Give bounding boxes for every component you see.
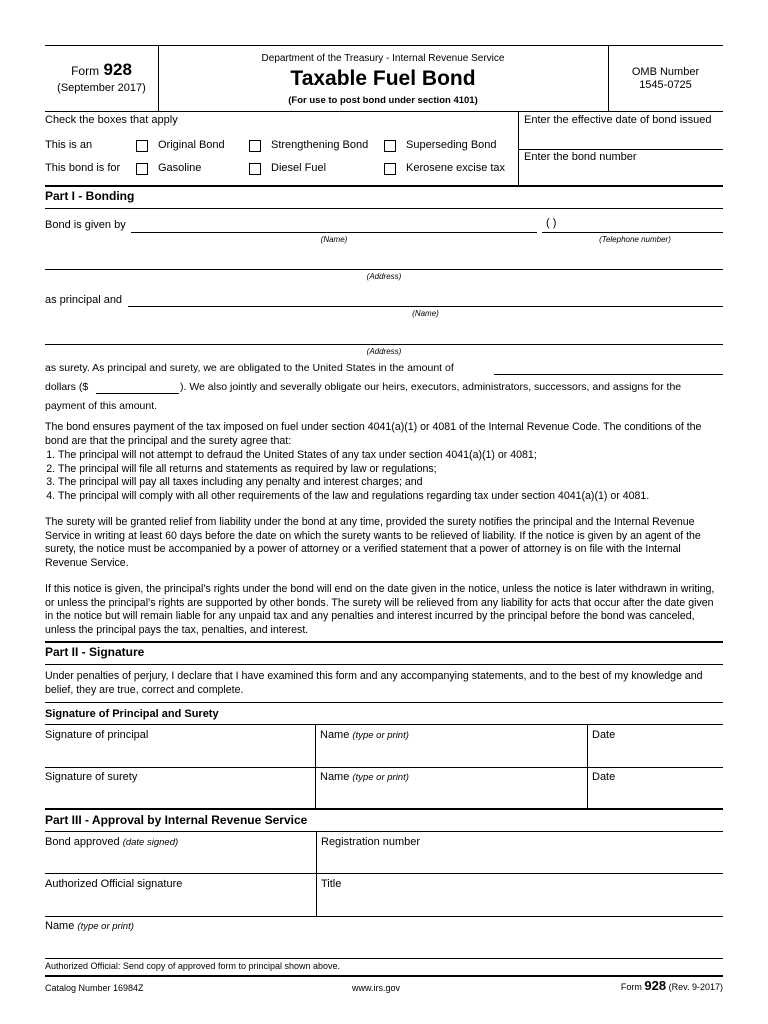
ensures-paragraph: The bond ensures payment of the tax imposed on fuel under section 4041(a)(1) or 4081 of the Internal Revenue Code. The conditions of the bond are that the principal and the surety agree that: xyxy=(45,421,702,447)
date-signed-hint: (date signed) xyxy=(122,837,179,848)
original-bond-checkbox[interactable] xyxy=(136,140,148,152)
principal-phone-line[interactable] xyxy=(542,232,723,233)
name-hint: (type or print) xyxy=(77,921,134,932)
omb-number: 1545-0725 xyxy=(639,79,692,91)
form-date: (September 2017) xyxy=(57,82,146,94)
approval-row-divider xyxy=(45,873,723,874)
condition-item: 2. The principal will file all returns and statements as required by law or regulations; xyxy=(58,463,722,477)
approval-bottom-rule xyxy=(45,916,723,917)
kerosene-checkbox[interactable] xyxy=(384,163,396,175)
diesel-fuel-checkbox[interactable] xyxy=(249,163,261,175)
payment-text: payment of this amount. xyxy=(45,400,158,412)
amount-words-line[interactable] xyxy=(494,374,723,375)
form-id xyxy=(45,60,158,80)
footer-top-rule xyxy=(45,975,723,977)
dollars-suffix: ). We also jointly and severally obligate our heirs, executors, administrators, successors, and assigns for the xyxy=(180,381,682,393)
principal-name-line[interactable] xyxy=(131,232,537,233)
address-caption: (Address) xyxy=(366,272,402,281)
name-hint: (type or print) xyxy=(352,772,409,783)
registration-number-label[interactable]: Registration number xyxy=(321,836,421,848)
name-label: Name xyxy=(45,920,75,932)
strengthening-bond-label: Strengthening Bond xyxy=(271,139,369,151)
sig-table-top-rule xyxy=(45,724,723,725)
form-subtitle: (For use to post bond under section 4101) xyxy=(288,95,478,106)
surety-name-caption: (Name) xyxy=(412,309,439,318)
surety-name-label[interactable] xyxy=(320,771,409,784)
sig-row-divider xyxy=(45,767,723,768)
dollar-amount-line[interactable] xyxy=(96,393,179,394)
condition-item: 3. The principal will pay all taxes including any penalty and interest charges; and xyxy=(58,476,722,490)
part2-heading: Part II - Signature xyxy=(45,645,145,659)
form-title: Taxable Fuel Bond xyxy=(290,67,476,90)
bond-number-label: Enter the bond number xyxy=(524,151,637,163)
phone-caption: (Telephone number) xyxy=(599,235,671,244)
signature-principal-label[interactable]: Signature of principal xyxy=(45,729,149,741)
top-rule xyxy=(45,45,723,46)
gasoline-checkbox[interactable] xyxy=(136,163,148,175)
bond-type-label: This is an xyxy=(45,139,93,151)
title-label[interactable]: Title xyxy=(321,878,342,890)
conditions-list xyxy=(44,449,722,503)
dollars-prefix: dollars ($ xyxy=(45,381,89,393)
part2-top-rule xyxy=(45,641,723,643)
diesel-fuel-label: Diesel Fuel xyxy=(271,162,327,174)
surety-address-caption: (Address) xyxy=(366,347,402,356)
original-bond-label: Original Bond xyxy=(158,139,225,151)
footer-revision: (Rev. 9-2017) xyxy=(668,982,723,992)
effective-date-label: Enter the effective date of bond issued xyxy=(524,114,712,126)
footer-form-id xyxy=(621,978,723,993)
name-caption: (Name) xyxy=(320,235,348,244)
website-link[interactable]: www.irs.gov xyxy=(352,983,401,993)
surety-date-label[interactable]: Date xyxy=(592,771,616,783)
perjury-statement: Under penalties of perjury, I declare that I have examined this form and any accompanying statements, and to the best of my knowledge and belief, they are true, correct and complete. xyxy=(45,670,703,696)
part3-top-rule xyxy=(45,808,723,810)
surety-statement: as surety. As principal and surety, we are obligated to the United States in the amount of xyxy=(45,362,454,374)
part1-heading: Part I - Bonding xyxy=(45,189,135,203)
form-number: 928 xyxy=(103,60,132,79)
bond-given-by-label: Bond is given by xyxy=(45,219,126,231)
header-bottom-rule xyxy=(45,111,723,112)
name-hint: (type or print) xyxy=(352,730,409,741)
fuel-type-label: This bond is for xyxy=(45,162,121,174)
principal-name-label[interactable] xyxy=(320,729,409,742)
bond-approved-label[interactable] xyxy=(45,836,178,849)
catalog-number: Catalog Number 16984Z xyxy=(45,983,144,993)
phone-parens: ( ) xyxy=(546,217,557,229)
check-instruction: Check the boxes that apply xyxy=(45,114,178,126)
name-label: Name xyxy=(320,771,350,783)
part1-heading-rule xyxy=(45,208,723,209)
bond-approved-text: Bond approved xyxy=(45,836,120,848)
part2-heading-rule xyxy=(45,664,723,665)
signature-surety-label[interactable]: Signature of surety xyxy=(45,771,138,783)
part3-heading: Part III - Approval by Internal Revenue Service xyxy=(45,813,308,827)
notice-paragraph: If this notice is given, the principal’s rights under the bond will end on the date given in the notice, unless the notice is later withdrawn in writing, or unless the principal’s rights are supported by other bonds. The surety will be relieved from any liability for acts that occur after the date given in the notice but will remain liable for any unpaid tax and any penalties and interest incurred by the principal before the bond was canceled, unless the principal pays the tax, penalties, and interest. xyxy=(45,583,715,636)
send-copy-note: Authorized Official: Send copy of approved form to principal shown above. xyxy=(45,961,341,971)
authorized-signature-label[interactable]: Authorized Official signature xyxy=(45,878,183,890)
official-name-rule xyxy=(45,958,723,959)
principal-date-label[interactable]: Date xyxy=(592,729,616,741)
surety-address-line[interactable] xyxy=(45,344,723,345)
surety-name-line[interactable] xyxy=(128,306,723,307)
condition-item: 1. The principal will not attempt to defraud the United States of any tax under section 4041(a)(1) or 4081; xyxy=(58,449,722,463)
strengthening-bond-checkbox[interactable] xyxy=(249,140,261,152)
part3-heading-rule xyxy=(45,831,723,832)
superseding-bond-label: Superseding Bond xyxy=(406,139,497,151)
relief-paragraph: The surety will be granted relief from liability under the bond at any time, provided the surety notifies the principal and the Internal Revenue Service in writing at least 60 days before the date on which the surety wants to be relieved of liability. If the notice is given by an agent of the surety, the notice must be accompanied by a power of attorney or a verified statement that a power of attorney is on file with the Internal Revenue Service. xyxy=(45,516,701,569)
principal-address-line[interactable] xyxy=(45,269,723,270)
omb-label: OMB Number xyxy=(631,66,700,78)
principal-and-label: as principal and xyxy=(45,294,123,306)
effective-date-rule xyxy=(518,149,723,150)
condition-item: 4. The principal will comply with all other requirements of the law and regulations regarding tax under section 4041(a)(1) or 4081. xyxy=(58,490,722,504)
footer-form-word: Form xyxy=(620,982,642,992)
part1-top-rule xyxy=(45,185,723,187)
agency: Department of the Treasury - Internal Revenue Service xyxy=(261,53,505,64)
name-label: Name xyxy=(320,729,350,741)
superseding-bond-checkbox[interactable] xyxy=(384,140,396,152)
gasoline-label: Gasoline xyxy=(158,162,202,174)
official-name-label[interactable] xyxy=(45,920,134,933)
signature-subheading: Signature of Principal and Surety xyxy=(45,708,219,720)
kerosene-label: Kerosene excise tax xyxy=(406,162,506,174)
form-word: Form xyxy=(71,64,100,78)
subheading-top-rule xyxy=(45,702,723,703)
footer-form-number: 928 xyxy=(644,978,667,993)
